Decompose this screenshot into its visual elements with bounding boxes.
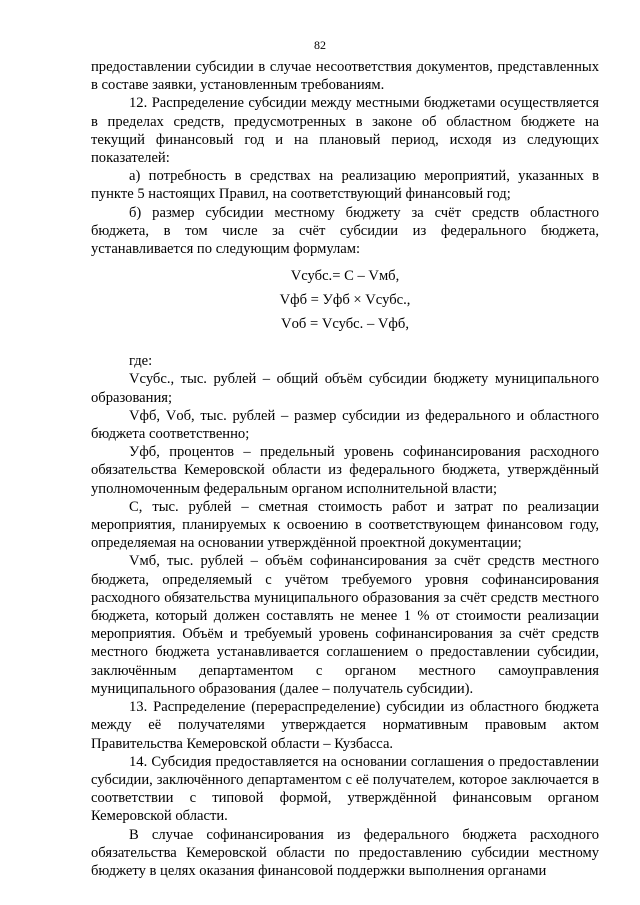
definition-c: С, тыс. рублей – сметная стоимость работ и затрат по реализации мероприятия, планируемых к освоению в соответствующем финансовом году, определяемая на основании утверждённой проектной документации; <box>91 498 599 552</box>
paragraph-14-cont: В случае софинансирования из федерального бюджета расходного обязательства Кемеровской области по предоставлению субсидии местному бюджету в целях оказания финансовой поддержки выполнения органами <box>91 826 599 879</box>
definition-v-mb: Vмб, тыс. рублей – объём софинансирования за счёт средств местного бюджета, определяемый с учётом требуемого уровня софинансирования расходного обязательства муниципального образования за счёт средств местного бюджета, который должен составлять не менее 1 % от стоимости реализации мероприятия. Объём и требуемый уровень софинансирования за счёт средств местного бюджета устанавливается соглашением о предоставлении субсидии, заключённым департаментом с органом местного самоуправления муниципального образования (далее – получатель субсидии). <box>91 553 599 697</box>
definition-u-fb: Уфб, процентов – предельный уровень софинансирования расходного обязательства Кемеровской области из федерального бюджета, утверждённый уполномоченным федеральным органом исполнительной власти; <box>91 444 599 497</box>
paragraph-12a: а) потребность в средствах на реализацию мероприятий, указанных в пункте 5 настоящих Правил, на соответствующий финансовый год; <box>91 168 599 203</box>
paragraph-13: 13. Распределение (перераспределение) субсидии из областного бюджета между её получателями утверждается нормативным правовым актом Правительства Кемеровской области – Кузбасса. <box>91 699 599 752</box>
page-number: 82 <box>314 38 326 52</box>
formula-regional-subsidy: Vоб = Vсубс. – Vфб, <box>281 316 409 333</box>
paragraph-12: 12. Распределение субсидии между местными бюджетами осуществляется в пределах средств, предусмотренных в законе об областном бюджете на текущий финансовый год и на плановый период, исходя из следующих показателей: <box>91 95 599 167</box>
definition-v-fb-ob: Vфб, Vоб, тыс. рублей – размер субсидии из федерального и областного бюджета соответственно; <box>91 407 599 443</box>
document-body <box>91 58 599 880</box>
paragraph-14: 14. Субсидия предоставляется на основании соглашения о предоставлении субсидии, заключённого департаментом с её получателем, которое заключается в соответствии с типовой формой, утверждённой финансовым органом Кемеровской области. <box>91 753 599 825</box>
paragraph-12b: б) размер субсидии местному бюджету за счёт средств областного бюджета, в том числе за счёт субсидии из федерального бюджета, устанавливается по следующим формулам: <box>91 204 599 258</box>
formula-total-subsidy: Vсубс.= С – Vмб, <box>290 268 400 285</box>
where-label: где: <box>129 353 153 370</box>
formula-federal-subsidy: Vфб = Уфб × Vсубс., <box>279 292 411 309</box>
formula-block <box>91 264 599 336</box>
definition-v-subs: Vсубс., тыс. рублей – общий объём субсидии бюджету муниципального образования; <box>91 371 599 406</box>
paragraph-continuation: предоставлении субсидии в случае несоответствия документов, представленных в составе заявки, установленным требованиям. <box>91 59 599 94</box>
